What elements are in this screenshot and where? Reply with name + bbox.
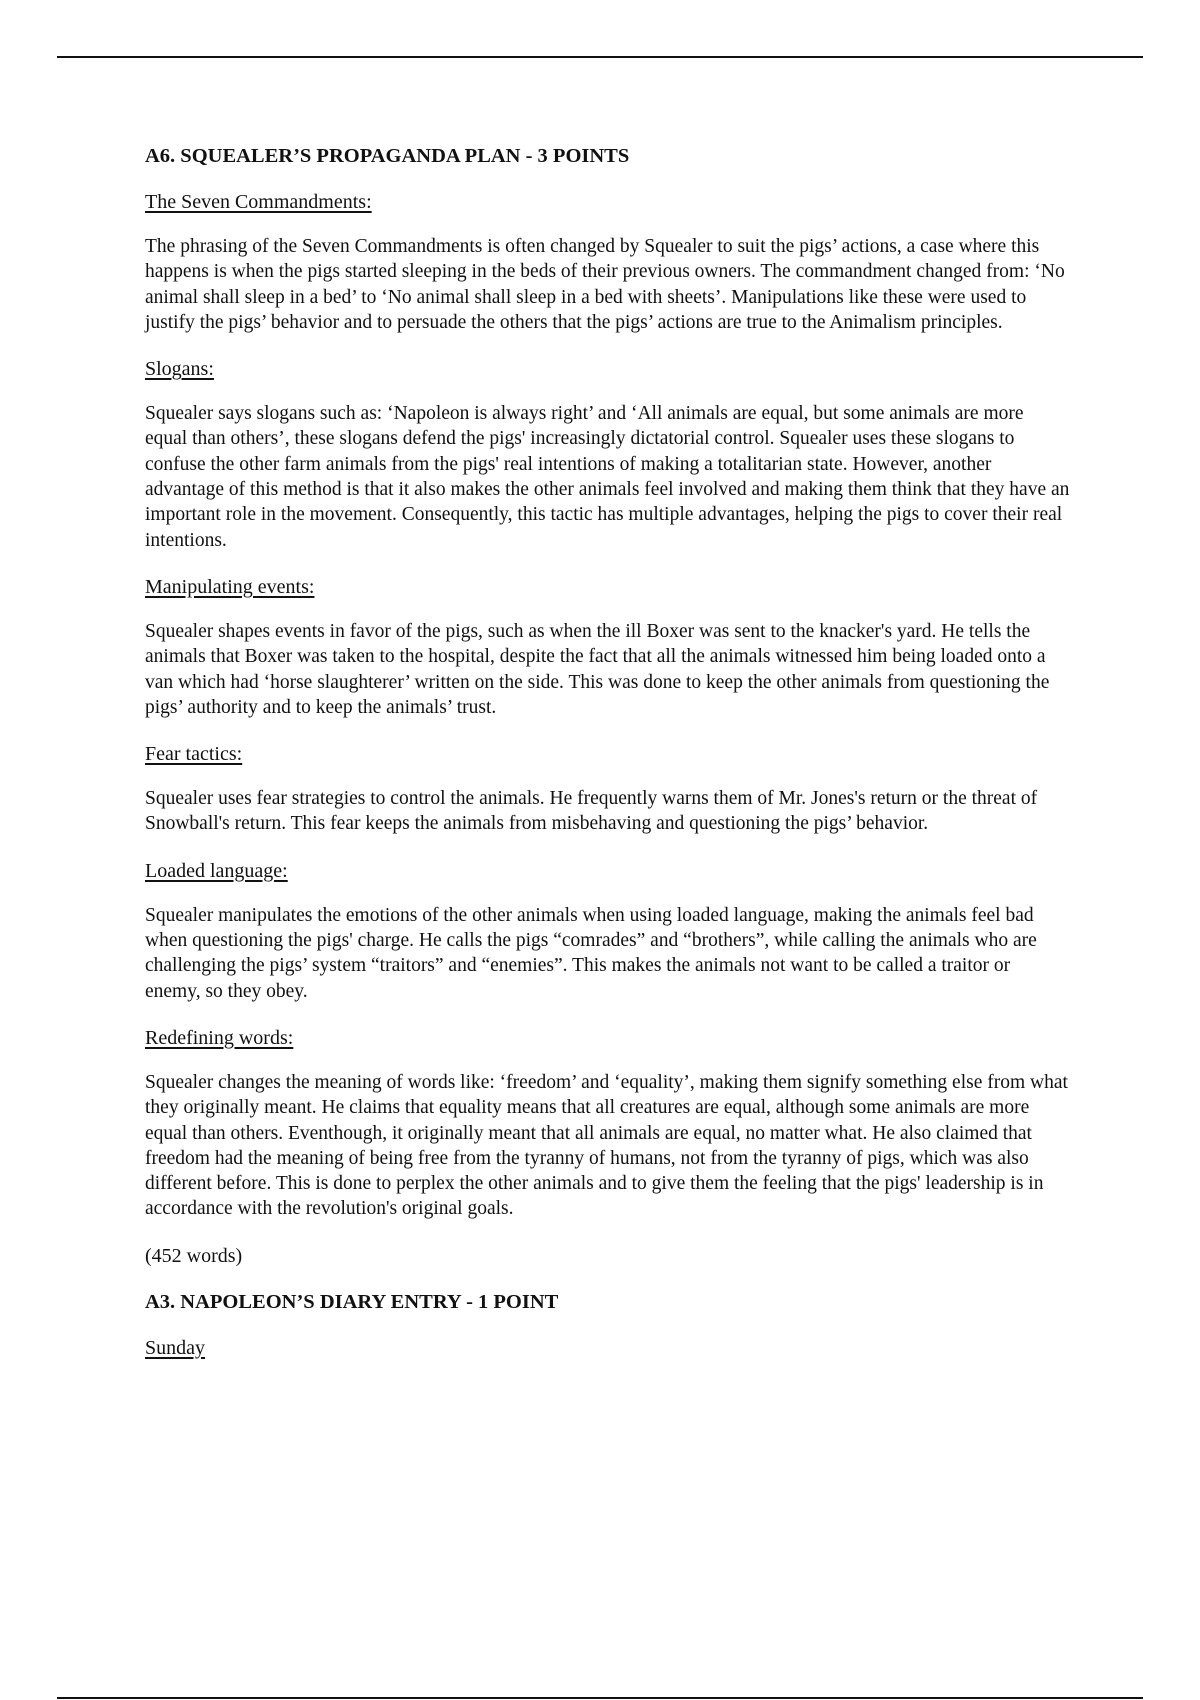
paragraph-loaded-language: Squealer manipulates the emotions of the other animals when using loaded language, making the animals feel bad when questioning the pigs' charge. He calls the pigs “comrades” and “brothers”, while calling the animals who are challenging the pigs’ system “traitors” and “enemies”. This makes the animals not want to be called a traitor or enemy, so they obey.	[145, 904, 1037, 1002]
paragraph-manipulating-events: Squealer shapes events in favor of the pigs, such as when the ill Boxer was sent to the knacker's yard. He tells the animals that Boxer was taken to the hospital, despite the fact that all the animals witnessed him being loaded onto a van which had ‘horse slaughterer’ written on the side. This was done to keep the other animals from questioning the pigs’ authority and to keep the animals’ trust.	[145, 620, 1050, 718]
bottom-rule	[57, 1697, 1143, 1699]
section-title-a6: A6. SQUEALER’S PROPAGANDA PLAN - 3 POINTS	[145, 145, 630, 167]
paragraph-redefining-words: Squealer changes the meaning of words like: ‘freedom’ and ‘equality’, making them signify something else from what they originally meant. He claims that equality means that all creatures are equal, although some animals are more equal than others. Eventhough, it originally meant that all animals are equal, no matter what. He also claimed that freedom had the meaning of being free from the tyranny of humans, not from the tyranny of pigs, which was also different before. This is done to perplex the other animals and to give them the feeling that the pigs' leadership is in accordance with the revolution's original goals.	[145, 1071, 1068, 1220]
subheading-sunday: Sunday	[145, 1336, 205, 1359]
paragraph-slogans: Squealer says slogans such as: ‘Napoleon is always right’ and ‘All animals are equal, but some animals are more equal than others’, these slogans defend the pigs' increasingly dictatorial control. Squealer uses these slogans to confuse the other farm animals from the pigs' real intentions of making a totalitarian state. However, another advantage of this method is that it also makes the other animals feel involved and making them think that they have an important role in the movement. Consequently, this tactic has multiple advantages, helping the pigs to cover their real intentions.	[145, 403, 1070, 551]
section-title-a3: A3. NAPOLEON’S DIARY ENTRY - 1 POINT	[145, 1290, 559, 1313]
paragraph-seven-commandments: The phrasing of the Seven Commandments is often changed by Squealer to suit the pigs’ actions, a case where this happens is when the pigs started sleeping in the beds of their previous owners. The commandment changed from: ‘No animal shall sleep in a bed’ to ‘No animal shall sleep in a bed with sheets’. Manipulations like these were used to justify the pigs’ behavior and to persuade the others that the pigs’ actions are true to the Animalism principles.	[145, 236, 1065, 333]
subheading-redefining-words: Redefining words:	[145, 1026, 294, 1049]
subheading-seven-commandments: The Seven Commandments:	[145, 191, 372, 213]
word-count: (452 words)	[145, 1244, 243, 1267]
top-rule	[57, 56, 1143, 58]
subheading-fear-tactics: Fear tactics:	[145, 743, 243, 766]
subheading-manipulating-events: Manipulating events:	[145, 575, 315, 598]
subheading-slogans: Slogans:	[145, 358, 214, 381]
document-body	[145, 142, 1070, 1380]
subheading-loaded-language: Loaded language:	[145, 859, 288, 882]
paragraph-fear-tactics: Squealer uses fear strategies to control the animals. He frequently warns them of Mr. Jones's return or the threat of Snowball's return. This fear keeps the animals from misbehaving and questioning the pigs’ behavior.	[145, 788, 1038, 835]
